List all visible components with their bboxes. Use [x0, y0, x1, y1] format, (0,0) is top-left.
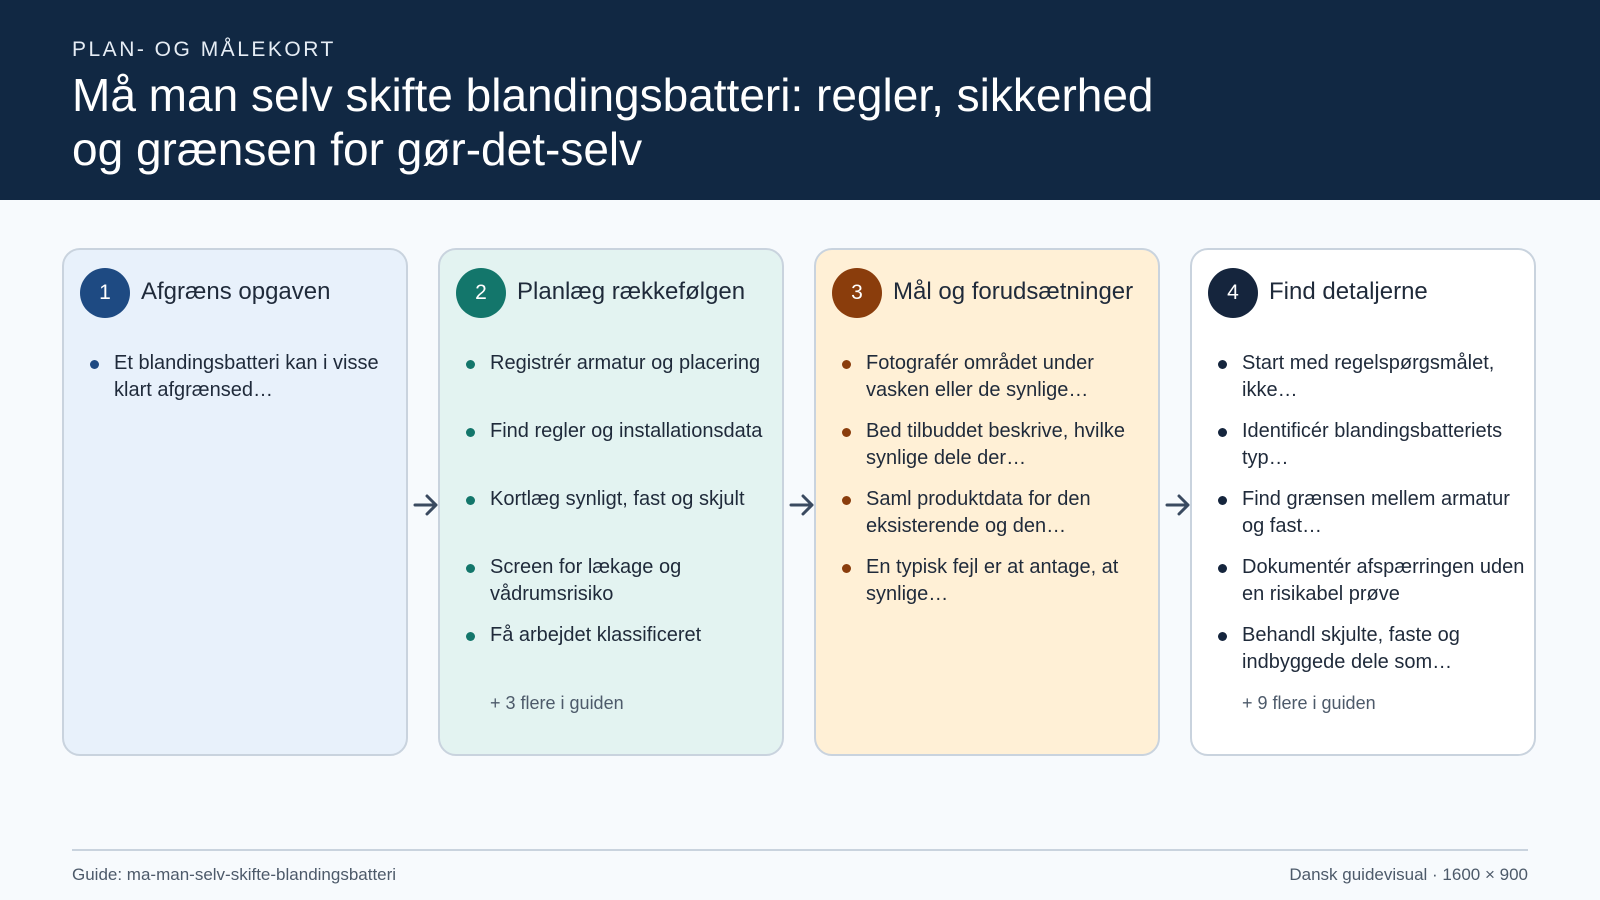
list-item-text: Find regler og installationsdata	[490, 420, 763, 442]
list-item-text: Et blandingsbatteri kan i visse klart afgrænsed…	[114, 352, 379, 401]
header-banner	[0, 0, 1600, 200]
bullet-icon	[90, 360, 99, 369]
step-card-2	[438, 248, 784, 756]
step-number-badge: 4	[1208, 268, 1258, 318]
list-item-text: Identificér blandingsbatteriets typ…	[1242, 420, 1503, 469]
step-number-badge: 1	[80, 268, 130, 318]
page-title: Må man selv skifte blandingsbatteri: regler, sikkerhed og grænsen for gør-det-selv	[72, 69, 1154, 175]
list-item	[466, 350, 776, 418]
card-header	[80, 268, 410, 318]
list-item	[1218, 418, 1528, 486]
card-title: Planlæg rækkefølgen	[517, 278, 746, 305]
card-item-list	[842, 350, 1152, 622]
bullet-icon	[466, 496, 475, 505]
bullet-icon	[466, 360, 475, 369]
list-item-text: Få arbejdet klassificeret	[490, 624, 702, 646]
bullet-icon	[1218, 428, 1227, 437]
card-item-list	[90, 350, 400, 418]
list-item	[842, 350, 1152, 418]
list-item-text: En typisk fejl er at antage, at synlige…	[866, 556, 1119, 605]
list-item-text: Behandl skjulte, faste og indbyggede dele som…	[1242, 624, 1460, 673]
card-header	[456, 268, 786, 318]
eyebrow-label: PLAN- OG MÅLEKORT	[72, 38, 336, 61]
card-item-list	[1218, 350, 1528, 690]
list-item	[1218, 486, 1528, 554]
more-in-guide-note: + 3 flere i guiden	[490, 693, 624, 713]
list-item	[842, 418, 1152, 486]
list-item	[1218, 350, 1528, 418]
list-item	[842, 554, 1152, 622]
list-item-text: Kortlæg synligt, fast og skjult	[490, 488, 745, 510]
arrow-right-icon	[1164, 491, 1192, 519]
list-item-text: Dokumentér afspærringen uden en risikabel prøve	[1242, 556, 1525, 605]
card-title: Find detaljerne	[1269, 278, 1428, 305]
card-title: Afgræns opgaven	[141, 278, 331, 305]
arrow-right-icon	[412, 491, 440, 519]
bullet-icon	[1218, 496, 1227, 505]
list-item-text: Bed tilbuddet beskrive, hvilke synlige dele der…	[866, 420, 1126, 469]
step-number-badge: 3	[832, 268, 882, 318]
list-item-text: Start med regelspørgsmålet, ikke…	[1242, 352, 1495, 401]
step-number-badge: 2	[456, 268, 506, 318]
list-item-text: Fotografér området under vasken eller de synlige…	[866, 352, 1094, 401]
card-title: Mål og forudsætninger	[893, 278, 1134, 305]
footer-divider	[72, 849, 1528, 851]
arrow-right-icon	[788, 491, 816, 519]
step-card-1	[62, 248, 408, 756]
bullet-icon	[842, 428, 851, 437]
list-item	[1218, 622, 1528, 690]
list-item	[466, 622, 776, 690]
list-item-text: Screen for lækage og vådrumsrisiko	[490, 556, 682, 605]
bullet-icon	[1218, 360, 1227, 369]
list-item-text: Registrér armatur og placering	[490, 352, 761, 374]
card-header	[832, 268, 1162, 318]
list-item	[1218, 554, 1528, 622]
footer-format-label: Dansk guidevisual · 1600 × 900	[1289, 865, 1528, 884]
list-item	[842, 486, 1152, 554]
list-item	[466, 486, 776, 554]
bullet-icon	[842, 360, 851, 369]
card-item-list	[466, 350, 776, 690]
step-card-4	[1190, 248, 1536, 756]
bullet-icon	[466, 632, 475, 641]
list-item	[90, 350, 400, 418]
bullet-icon	[842, 564, 851, 573]
bullet-icon	[466, 564, 475, 573]
list-item-text: Saml produktdata for den eksisterende og den…	[866, 488, 1091, 537]
bullet-icon	[466, 428, 475, 437]
list-item	[466, 554, 776, 622]
bullet-icon	[1218, 632, 1227, 641]
bullet-icon	[842, 496, 851, 505]
step-card-3	[814, 248, 1160, 756]
footer-guide-slug: Guide: ma-man-selv-skifte-blandingsbatteri	[72, 865, 397, 884]
bullet-icon	[1218, 564, 1227, 573]
list-item-text: Find grænsen mellem armatur og fast…	[1242, 488, 1510, 537]
more-in-guide-note: + 9 flere i guiden	[1242, 693, 1376, 713]
list-item	[466, 418, 776, 486]
card-header	[1208, 268, 1538, 318]
